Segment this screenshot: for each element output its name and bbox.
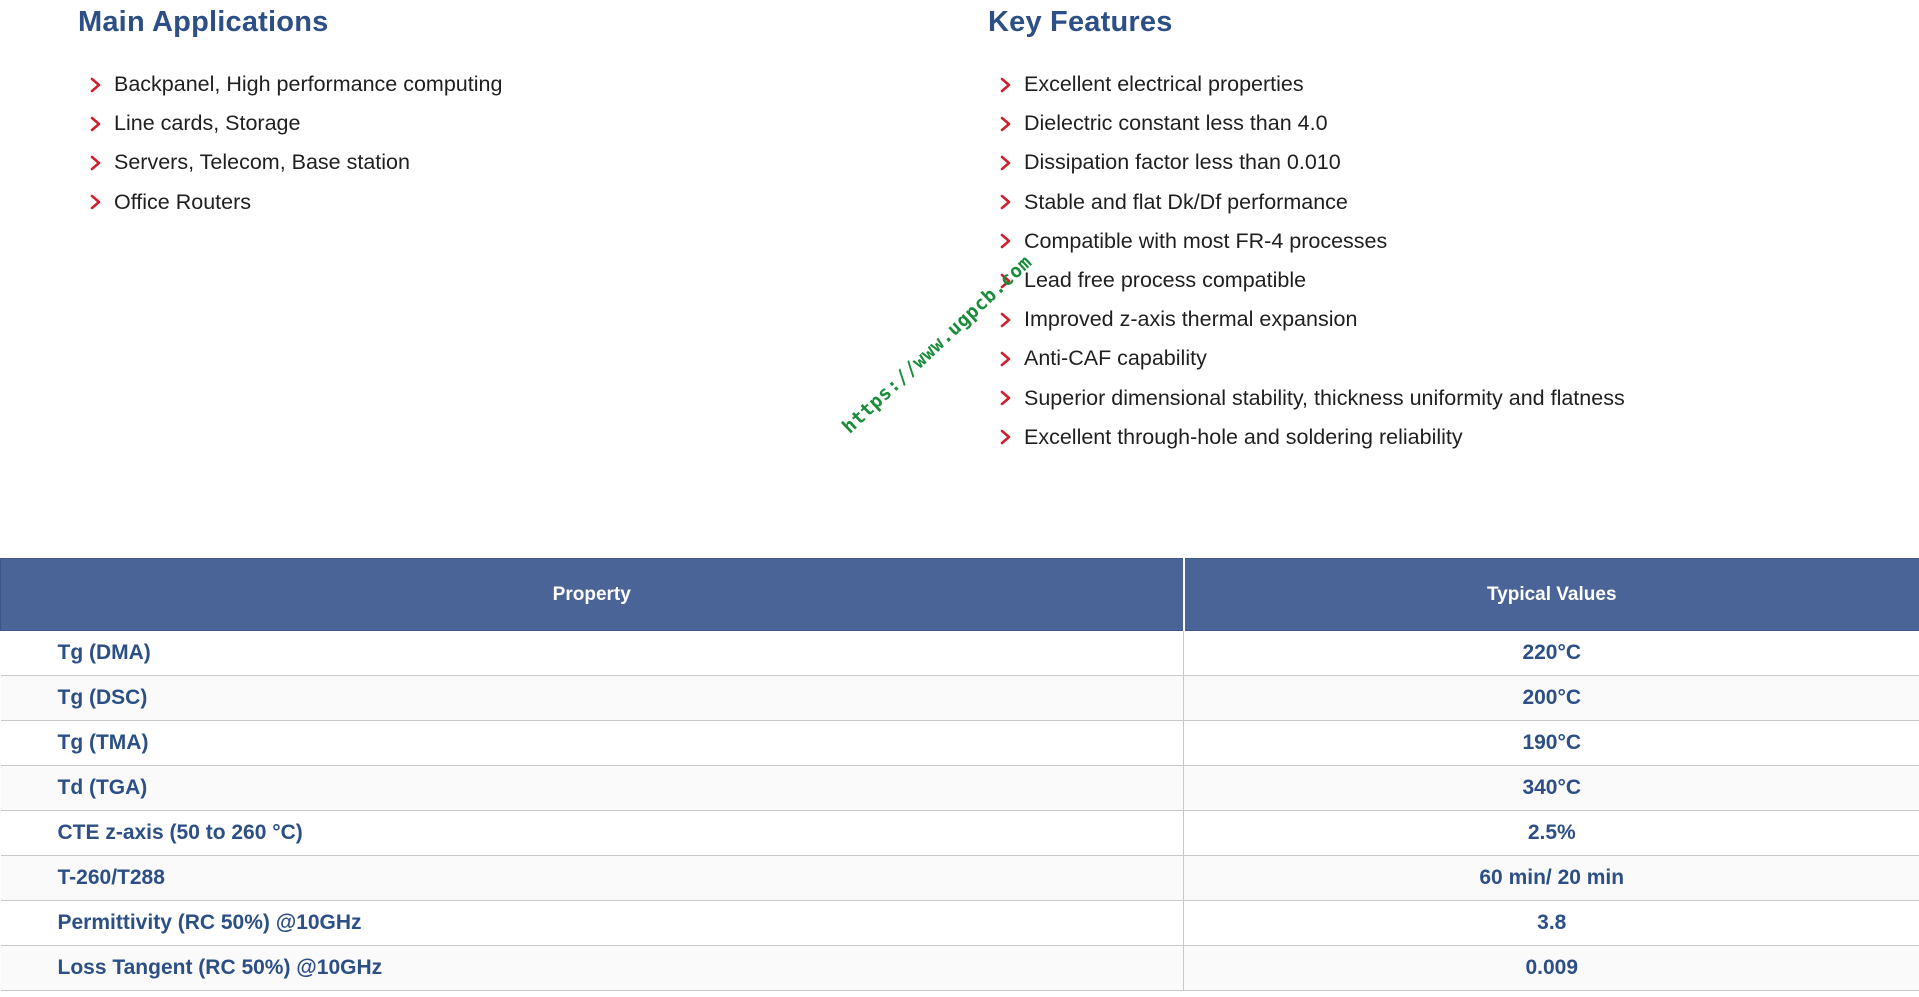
chevron-right-icon bbox=[994, 112, 1018, 136]
property-cell: Tg (DMA) bbox=[1, 631, 1184, 676]
list-item bbox=[994, 65, 1625, 104]
column-header-property: Property bbox=[1, 559, 1184, 631]
property-cell: Td (TGA) bbox=[1, 766, 1184, 811]
chevron-right-icon bbox=[84, 73, 108, 97]
table-row bbox=[1, 811, 1919, 856]
list-item bbox=[994, 418, 1625, 457]
list-item bbox=[994, 222, 1625, 261]
list-item-label: Backpanel, High performance computing bbox=[114, 72, 503, 97]
list-item bbox=[994, 183, 1625, 222]
key-features-title: Key Features bbox=[988, 6, 1173, 38]
list-item bbox=[84, 65, 502, 104]
chevron-right-icon bbox=[994, 73, 1018, 97]
list-item-label: Superior dimensional stability, thickness uniformity and flatness bbox=[1024, 385, 1625, 410]
chevron-right-icon bbox=[994, 190, 1018, 214]
chevron-right-icon bbox=[994, 229, 1018, 253]
table-row bbox=[1, 946, 1919, 991]
property-cell: CTE z-axis (50 to 260 °C) bbox=[1, 811, 1184, 856]
list-item-label: Compatible with most FR-4 processes bbox=[1024, 228, 1388, 253]
list-item bbox=[994, 300, 1625, 339]
list-item-label: Lead free process compatible bbox=[1024, 268, 1307, 293]
value-cell: 200°C bbox=[1184, 676, 1919, 721]
chevron-right-icon bbox=[994, 308, 1018, 332]
property-cell: Loss Tangent (RC 50%) @10GHz bbox=[1, 946, 1184, 991]
list-item bbox=[994, 339, 1625, 378]
chevron-right-icon bbox=[994, 386, 1018, 410]
chevron-right-icon bbox=[994, 425, 1018, 449]
value-cell: 340°C bbox=[1184, 766, 1919, 811]
column-header-typical-values: Typical Values bbox=[1184, 559, 1919, 631]
chevron-right-icon bbox=[994, 151, 1018, 175]
table-row bbox=[1, 901, 1919, 946]
list-item bbox=[84, 143, 502, 182]
value-cell: 2.5% bbox=[1184, 811, 1919, 856]
list-item-label: Dielectric constant less than 4.0 bbox=[1024, 111, 1328, 136]
watermark-url: https://www.ugpcb.com bbox=[838, 251, 1037, 439]
chevron-right-icon bbox=[84, 112, 108, 136]
list-item-label: Dissipation factor less than 0.010 bbox=[1024, 150, 1341, 175]
list-item-label: Excellent through-hole and soldering reliability bbox=[1024, 424, 1463, 449]
property-cell: Tg (TMA) bbox=[1, 721, 1184, 766]
value-cell: 190°C bbox=[1184, 721, 1919, 766]
table-row bbox=[1, 631, 1919, 676]
list-item bbox=[994, 261, 1625, 300]
list-item-label: Line cards, Storage bbox=[114, 111, 301, 136]
property-cell: Tg (DSC) bbox=[1, 676, 1184, 721]
value-cell: 0.009 bbox=[1184, 946, 1919, 991]
property-cell: T-260/T288 bbox=[1, 856, 1184, 901]
list-item-label: Office Routers bbox=[114, 189, 252, 214]
table-row bbox=[1, 766, 1919, 811]
list-item-label: Improved z-axis thermal expansion bbox=[1024, 307, 1358, 332]
list-item bbox=[84, 104, 502, 143]
list-item bbox=[994, 379, 1625, 418]
list-item-label: Stable and flat Dk/Df performance bbox=[1024, 189, 1348, 214]
value-cell: 220°C bbox=[1184, 631, 1919, 676]
table-row bbox=[1, 856, 1919, 901]
value-cell: 3.8 bbox=[1184, 901, 1919, 946]
table-header-row bbox=[1, 559, 1919, 631]
key-features-list bbox=[994, 65, 1625, 457]
property-cell: Permittivity (RC 50%) @10GHz bbox=[1, 901, 1184, 946]
main-applications-list bbox=[84, 65, 502, 222]
main-applications-title: Main Applications bbox=[78, 6, 329, 38]
table-row bbox=[1, 676, 1919, 721]
value-cell: 60 min/ 20 min bbox=[1184, 856, 1919, 901]
chevron-right-icon bbox=[84, 151, 108, 175]
list-item bbox=[994, 143, 1625, 182]
chevron-right-icon bbox=[994, 347, 1018, 371]
properties-table bbox=[0, 558, 1919, 991]
list-item bbox=[994, 104, 1625, 143]
list-item bbox=[84, 183, 502, 222]
table-row bbox=[1, 721, 1919, 766]
list-item-label: Excellent electrical properties bbox=[1024, 72, 1304, 97]
chevron-right-icon bbox=[84, 190, 108, 214]
list-item-label: Anti-CAF capability bbox=[1024, 346, 1207, 371]
list-item-label: Servers, Telecom, Base station bbox=[114, 150, 410, 175]
